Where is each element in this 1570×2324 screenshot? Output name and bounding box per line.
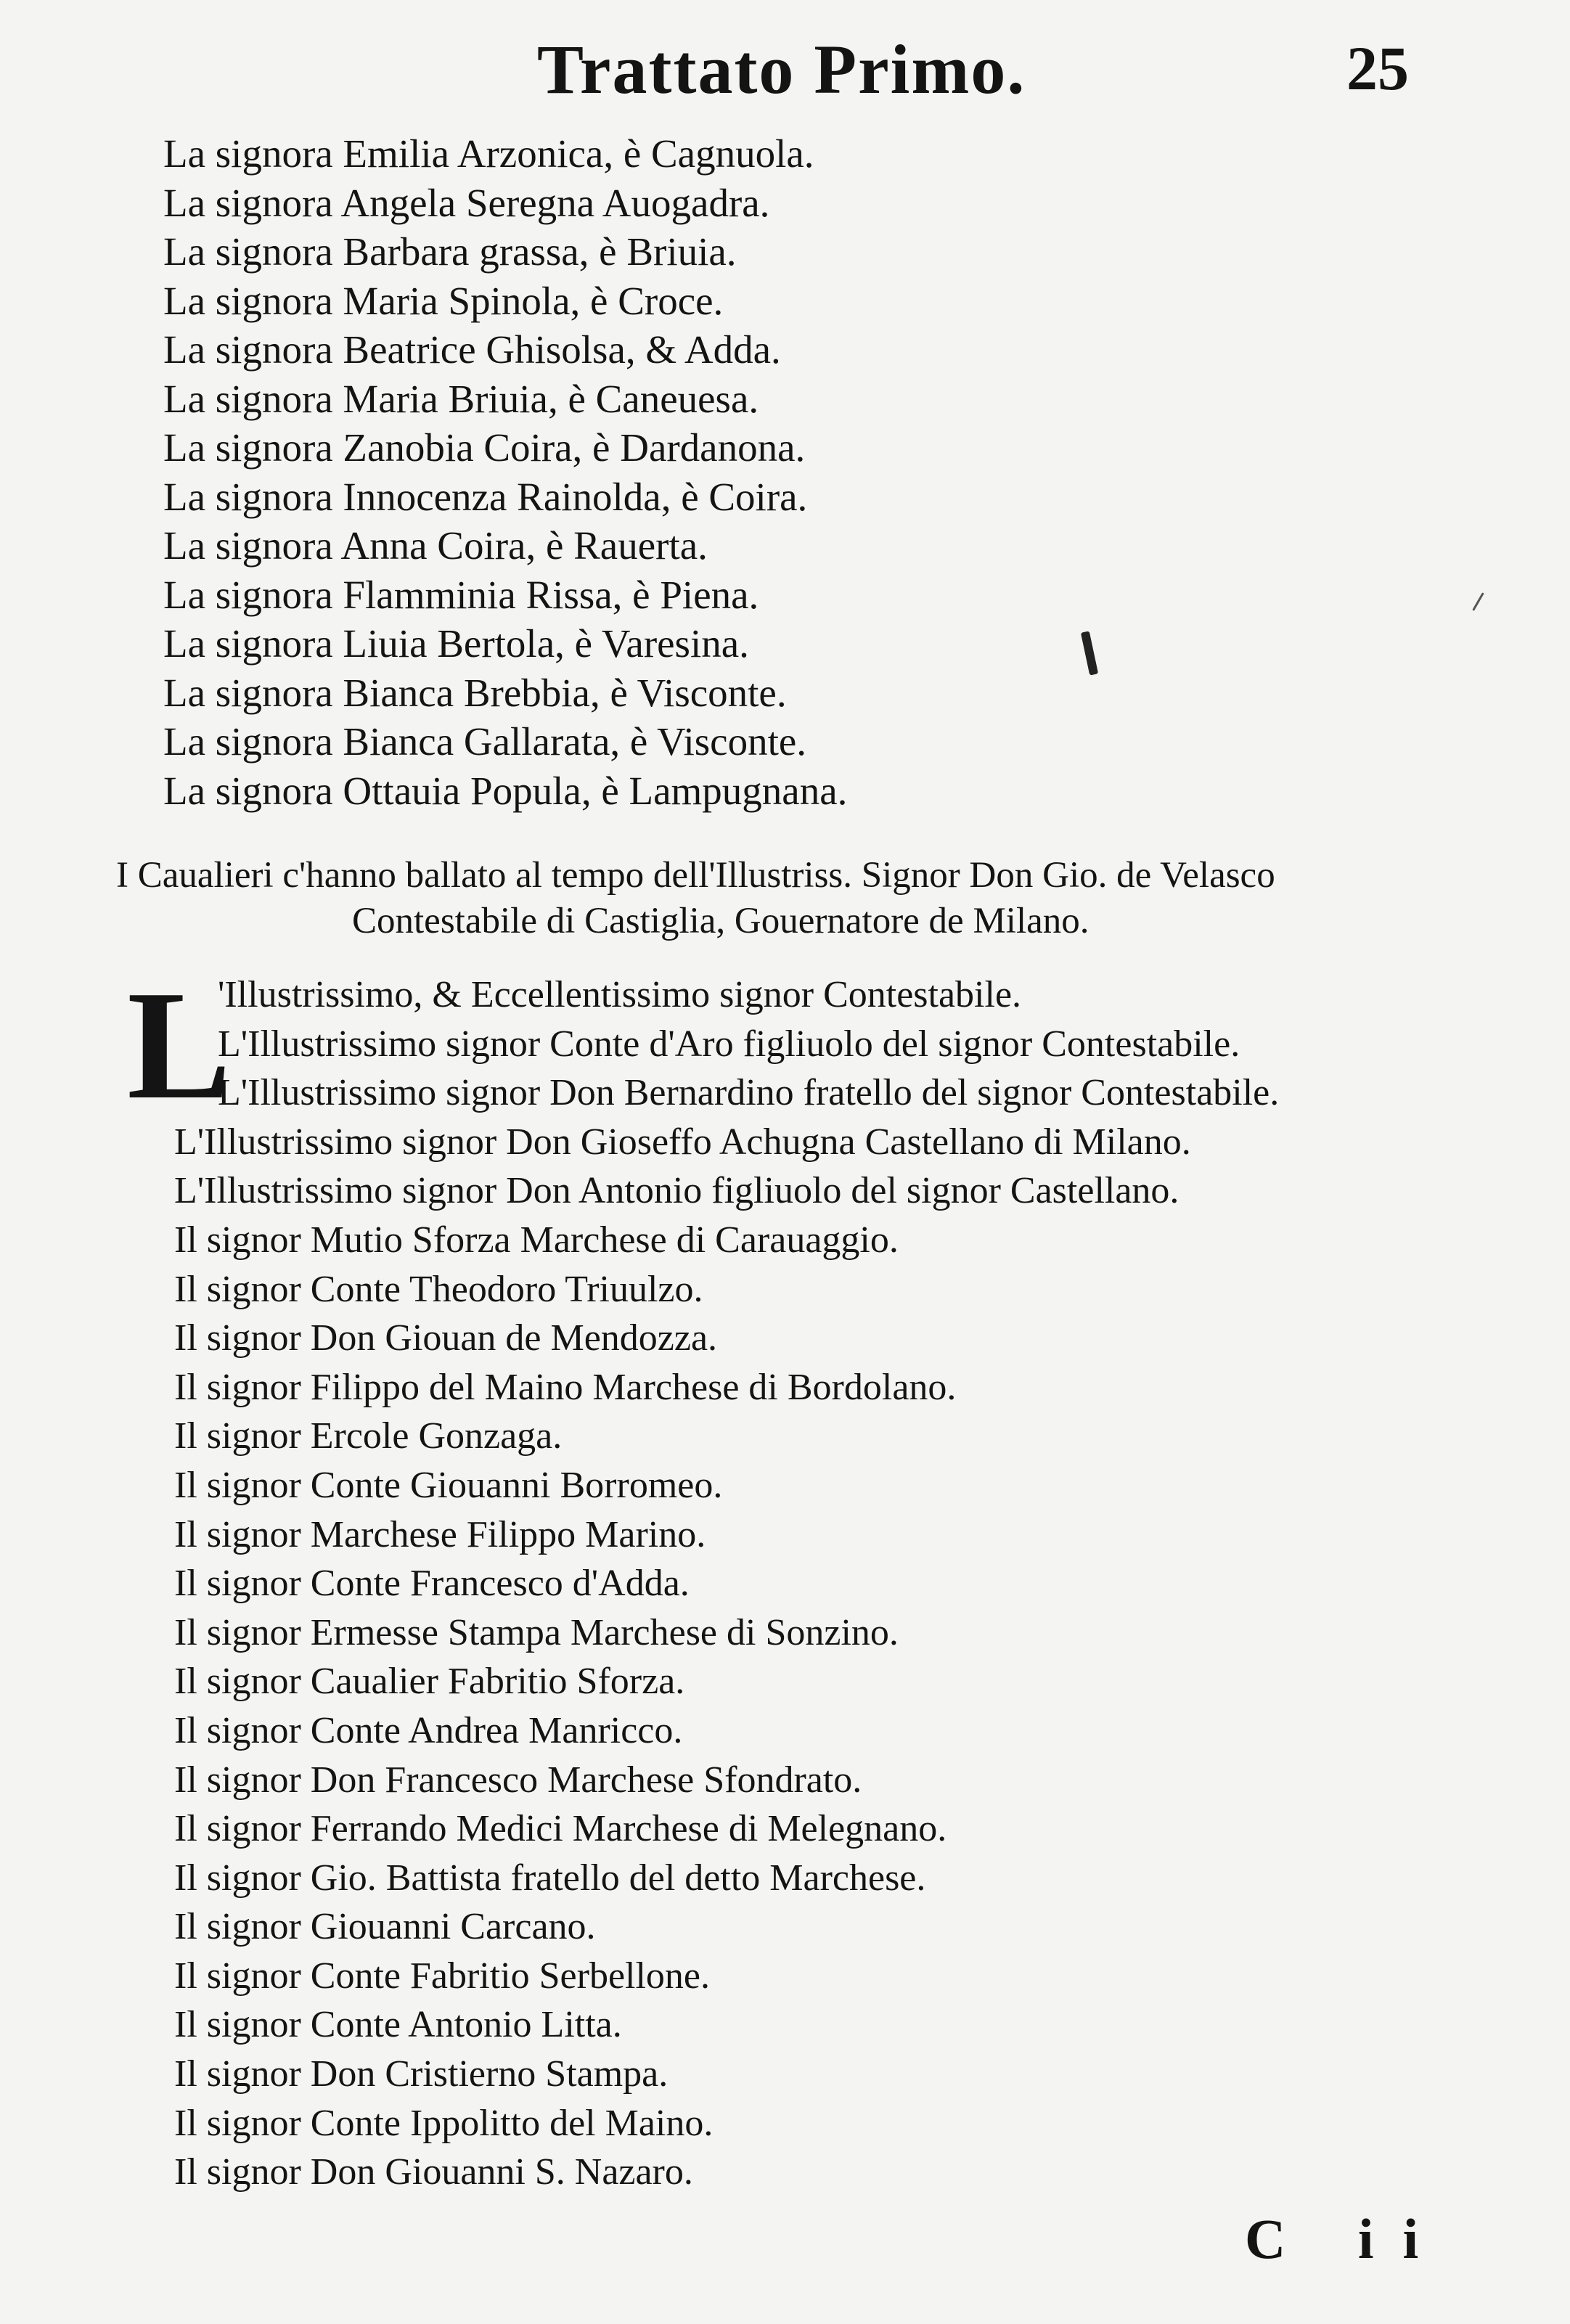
ladies-list [163,129,1252,815]
list-item: Il signor Conte Theodoro Triuulzo. [174,1268,703,1310]
list-item: La signora Ottauia Popula, è Lampugnana. [163,768,848,813]
list-item: Il signor Don Francesco Marchese Sfondrato. [174,1759,862,1801]
list-item: L'Illustrissimo signor Don Gioseffo Achugna Castellano di Milano. [174,1121,1191,1163]
list-item: La signora Bianca Brebbia, è Visconte. [163,670,787,715]
list-item: L'Illustrissimo signor Conte d'Aro figliuolo del signor Contestabile. [218,1023,1240,1065]
list-item: Il signor Filippo del Maino Marchese di Bordolano. [174,1366,957,1408]
list-item: Il signor Ercole Gonzaga. [174,1415,563,1457]
list-item: Il signor Don Cristierno Stampa. [174,2053,669,2095]
list-item: Il signor Gio. Battista fratello del detto Marchese. [174,1857,926,1899]
list-item: La signora Emilia Arzonica, è Cagnuola. [163,131,814,176]
list-item: Il signor Mutio Sforza Marchese di Carauaggio. [174,1219,899,1261]
list-item: Il signor Conte Fabritio Serbellone. [174,1955,711,1997]
list-item: Il signor Conte Francesco d'Adda. [174,1563,690,1605]
list-item: La signora Maria Briuia, è Caneuesa. [163,376,759,421]
list-item: Il signor Conte Andrea Manricco. [174,1709,683,1751]
section-caption [116,853,1495,944]
list-item: La signora Angela Seregna Auogadra. [163,180,770,225]
list-item: L'Illustrissimo signor Don Bernardino fratello del signor Contestabile. [218,1072,1280,1114]
gentlemen-list [174,970,1481,2197]
running-head: Trattato Primo. [537,30,1026,108]
list-item: Il signor Ferrando Medici Marchese di Melegnano. [174,1808,947,1850]
list-item: La signora Flamminia Rissa, è Piena. [163,572,759,617]
list-item: Il signor Conte Giouanni Borromeo. [174,1464,723,1506]
list-item: Il signor Don Giouanni S. Nazaro. [174,2151,693,2193]
list-item: Il signor Caualier Fabritio Sforza. [174,1661,685,1703]
drop-cap: L [127,958,232,1132]
list-item: L'Illustrissimo signor Don Antonio figliuolo del signor Castellano. [174,1170,1179,1212]
list-item: La signora Beatrice Ghisolsa, & Adda. [163,327,781,372]
list-item: La signora Maria Spinola, è Croce. [163,278,724,323]
signature-mark: C ii [1245,2207,1448,2270]
list-item: La signora Innocenza Rainolda, è Coira. [163,474,808,519]
ink-speck [1472,592,1484,611]
list-item: La signora Anna Coira, è Rauerta. [163,523,708,568]
list-item: Il signor Don Giouan de Mendozza. [174,1317,718,1359]
list-item: Il signor Conte Antonio Litta. [174,2004,622,2046]
list-item: La signora Bianca Gallarata, è Visconte. [163,719,807,764]
list-item: La signora Barbara grassa, è Briuia. [163,229,737,274]
page-number: 25 [1346,33,1409,103]
caption-line: Contestabile di Castiglia, Gouernatore de Milano. [352,901,1089,941]
list-item: La signora Liuia Bertola, è Varesina. [163,621,749,666]
list-item: 'Illustrissimo, & Eccellentissimo signor Contestabile. [218,974,1022,1015]
list-item: Il signor Conte Ippolitto del Maino. [174,2102,714,2144]
caption-line: I Caualieri c'hanno ballato al tempo dell'Illustriss. Signor Don Gio. de Velasco [116,855,1275,896]
list-item: Il signor Ermesse Stampa Marchese di Sonzino. [174,1611,899,1653]
list-item: La signora Zanobia Coira, è Dardanona. [163,425,806,470]
list-item: Il signor Giouanni Carcano. [174,1906,596,1948]
list-item: Il signor Marchese Filippo Marino. [174,1513,706,1555]
